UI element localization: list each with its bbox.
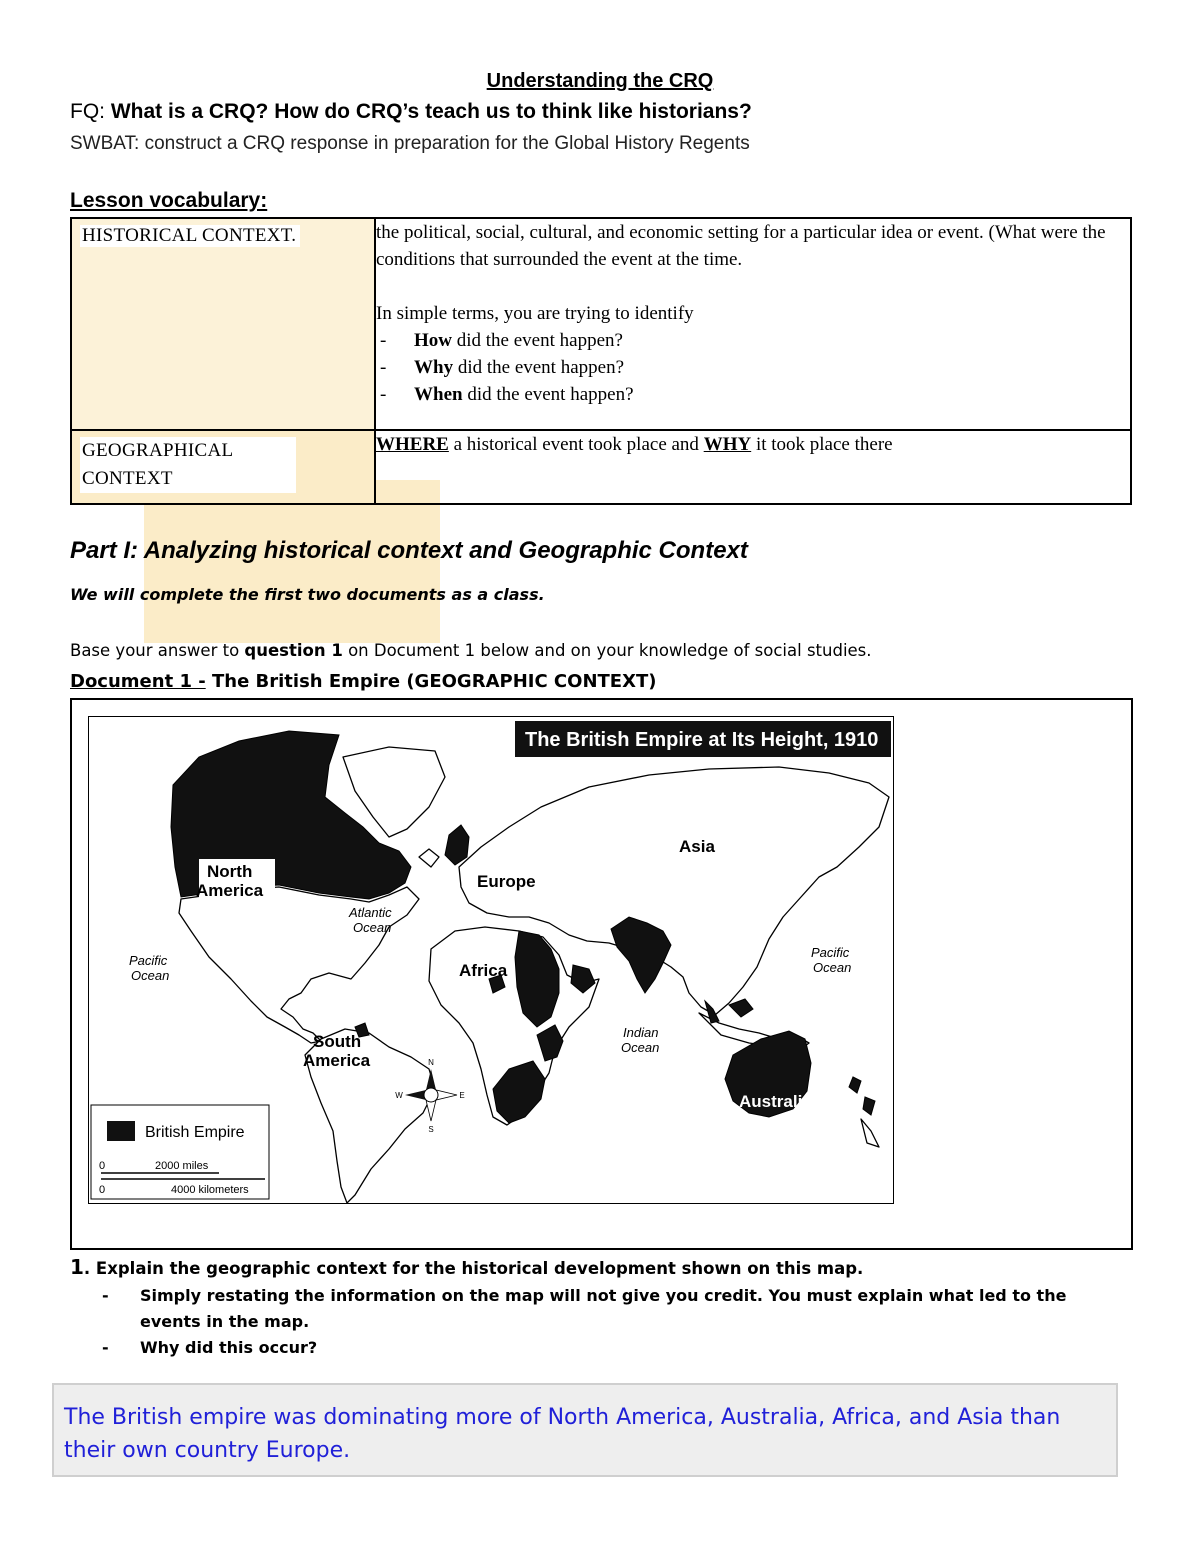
class-note: We will complete the first two documents as a class. bbox=[70, 585, 545, 604]
label-indian-2: Ocean bbox=[621, 1040, 660, 1055]
label-pacific-right-1: Pacific bbox=[811, 945, 850, 960]
legend-swatch bbox=[107, 1121, 135, 1141]
vocab-term-geographical: GEOGRAPHICAL CONTEXT bbox=[80, 437, 296, 493]
label-pacific-left-1: Pacific bbox=[129, 953, 168, 968]
question-1 bbox=[70, 1255, 863, 1279]
label-north-america-2: America bbox=[196, 881, 264, 900]
compass-n: N bbox=[428, 1058, 434, 1067]
page-title: Understanding the CRQ bbox=[486, 70, 714, 92]
definition-simple-terms: In simple terms, you are trying to identify bbox=[376, 303, 694, 324]
label-atlantic-2: Ocean bbox=[353, 920, 392, 935]
label-south-america-1: South bbox=[313, 1032, 362, 1051]
map-legend bbox=[91, 1105, 269, 1199]
focus-question bbox=[70, 100, 752, 124]
vocab-term-historical: HISTORICAL CONTEXT. bbox=[80, 225, 300, 247]
vocab-term-cell bbox=[71, 218, 375, 430]
label-south-america-2: America bbox=[303, 1051, 371, 1070]
legend-label: British Empire bbox=[145, 1124, 245, 1141]
document-label: Document 1 - bbox=[70, 671, 206, 692]
legend-scale-km: 4000 kilometers bbox=[171, 1184, 249, 1196]
question-bullet: - Why did this occur? bbox=[102, 1335, 1132, 1361]
fq-label: FQ: bbox=[70, 100, 111, 123]
document-heading bbox=[70, 671, 656, 692]
compass-s: S bbox=[428, 1125, 434, 1134]
swbat-objective: SWBAT: construct a CRQ response in preparation for the Global History Regents bbox=[70, 133, 750, 154]
vocabulary-table bbox=[70, 217, 1132, 505]
answer-text: The British empire was dominating more of North America, Australia, Africa, and Asia than their own country Europe. bbox=[64, 1405, 1061, 1463]
question-bullet: - Simply restating the information on the map will not give you credit. You must explain what led to the events in the map. bbox=[102, 1283, 1132, 1335]
bullet-how: - How did the event happen? bbox=[414, 327, 1130, 354]
definition-where: WHERE bbox=[376, 434, 449, 455]
label-atlantic-1: Atlantic bbox=[349, 905, 392, 920]
label-europe: Europe bbox=[477, 872, 536, 891]
map-title: The British Empire at Its Height, 1910 bbox=[525, 729, 879, 751]
empire-british-isles bbox=[445, 825, 469, 865]
answer-box[interactable] bbox=[52, 1383, 1118, 1477]
document-title: The British Empire (GEOGRAPHIC CONTEXT) bbox=[205, 671, 657, 692]
vocab-definition-geographical bbox=[375, 430, 1131, 504]
british-empire-map bbox=[88, 716, 894, 1204]
definition-mid: a historical event took place and bbox=[448, 434, 704, 455]
label-africa: Africa bbox=[459, 961, 508, 980]
definition-bullets bbox=[376, 327, 1130, 408]
vocab-definition-historical bbox=[375, 218, 1131, 430]
legend-scale-miles: 2000 miles bbox=[155, 1160, 209, 1172]
question-bullets bbox=[102, 1283, 1132, 1361]
label-australia: Australia bbox=[739, 1092, 812, 1111]
part-heading: Part I: Analyzing historical context and Geographic Context bbox=[70, 537, 748, 564]
compass-w: W bbox=[395, 1091, 403, 1100]
empire-borneo bbox=[729, 999, 753, 1017]
vocab-row-historical bbox=[71, 218, 1131, 430]
question-number: 1 bbox=[70, 1255, 84, 1279]
label-asia: Asia bbox=[679, 837, 715, 856]
compass-e: E bbox=[459, 1091, 465, 1100]
vocab-row-geographical bbox=[71, 430, 1131, 504]
fq-question: What is a CRQ? How do CRQ’s teach us to think like historians? bbox=[110, 100, 752, 123]
bullet-why: - Why did the event happen? bbox=[414, 354, 1130, 381]
label-indian-1: Indian bbox=[623, 1025, 659, 1040]
svg-text:0: 0 bbox=[99, 1184, 106, 1196]
vocab-term-cell bbox=[71, 430, 375, 504]
label-pacific-right-2: Ocean bbox=[813, 960, 852, 975]
definition-text: the political, social, cultural, and economic setting for a particular idea or event. (What were the conditions that surrounded the event at the time. bbox=[376, 222, 1106, 270]
question-text: . Explain the geographic context for the historical development shown on this map. bbox=[83, 1259, 864, 1278]
svg-text:0: 0 bbox=[99, 1160, 106, 1172]
definition-why: WHY bbox=[703, 434, 752, 455]
vocabulary-heading: Lesson vocabulary: bbox=[70, 189, 268, 212]
label-north-america-1: North bbox=[207, 862, 253, 881]
definition-end: it took place there bbox=[751, 434, 893, 455]
empire-new-zealand bbox=[849, 1077, 875, 1115]
bullet-when: - When did the event happen? bbox=[414, 381, 1130, 408]
label-pacific-left-2: Ocean bbox=[131, 968, 170, 983]
base-instructions: Base your answer to question 1 on Document 1 below and on your knowledge of social studies. bbox=[70, 641, 872, 660]
